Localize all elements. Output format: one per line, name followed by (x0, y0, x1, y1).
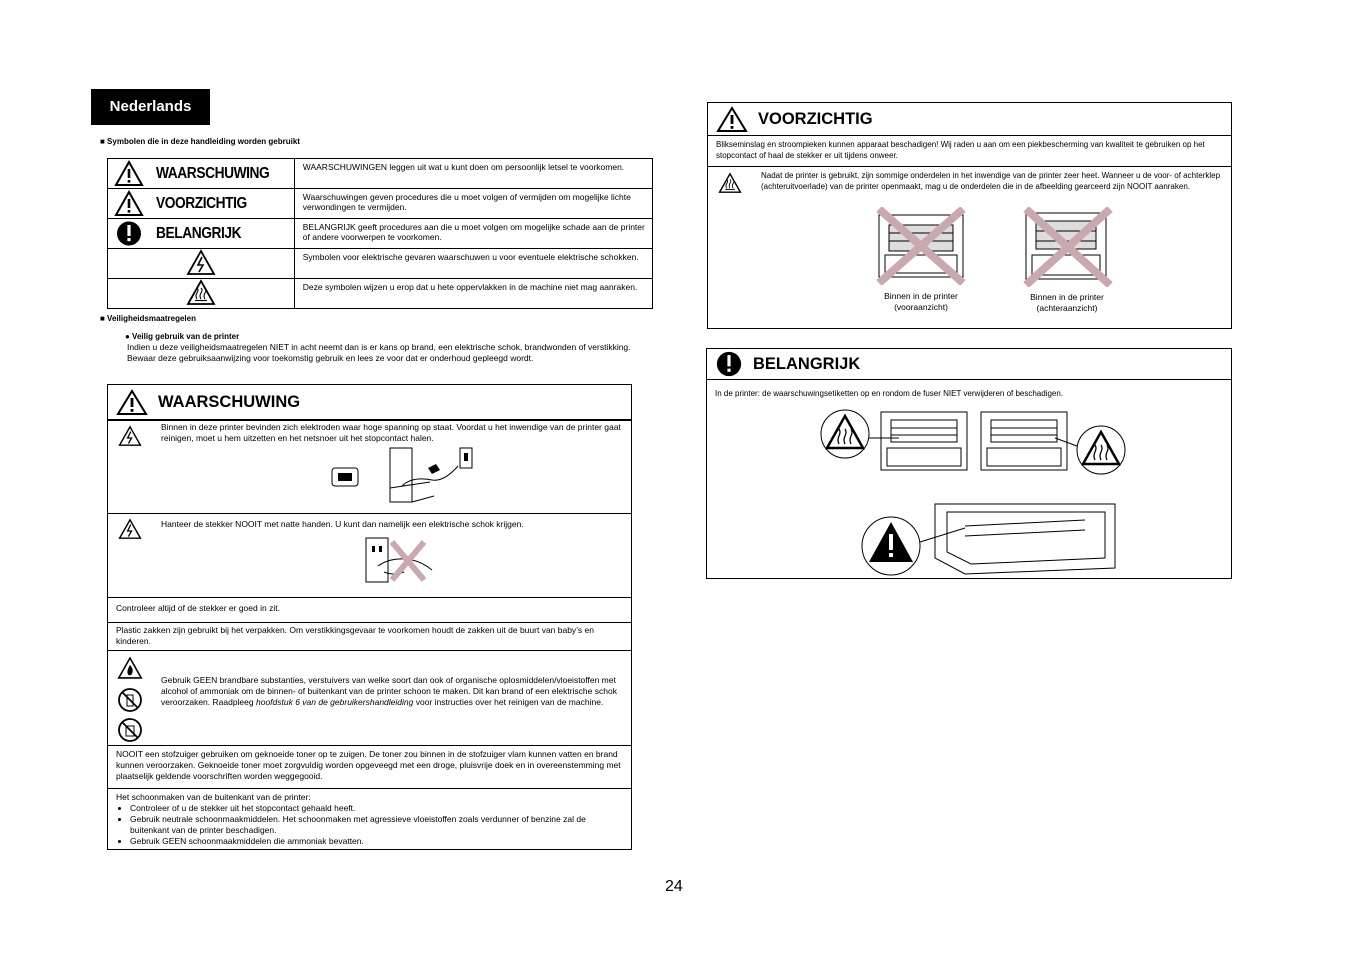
caution-box (707, 102, 1232, 329)
caption-back-line1: Binnen in de printer (1030, 292, 1104, 302)
important-box-title: BELANGRIJK (753, 354, 861, 373)
cleaning-item: • Gebruik neutrale schoonmaakmiddelen. Het schoonmaken met agressieve vloeistoffen zoals verdunner of benzine zal de buitenkant van de printer beschadigen. (130, 814, 621, 836)
language-tab: Nederlands (91, 89, 210, 125)
warning-box-title: WAARSCHUWING (158, 392, 301, 411)
important-row-fuser (707, 380, 1231, 576)
safe-use-text: Indien u deze veiligheidsmaatregelen NIET in acht neemt dan is er kans op brand, een elektrische schok, brandwonden of verstikking. Bewaar deze gebruiksaanwijzing voor toekomstig gebruik en lees ze voor dat er onderhoud gepleegd wordt. (127, 342, 631, 363)
cleaning-intro: Het schoonmaken van de buitenkant van de printer: (116, 792, 311, 802)
electric-hazard-icon (118, 518, 142, 540)
warning-row-wet-hands (108, 513, 631, 597)
symbol-cell-hot (108, 279, 295, 309)
no-solvent-icon (117, 717, 143, 743)
caution-row-hot-parts (708, 167, 1231, 327)
warning-triangle-icon (114, 160, 144, 187)
warning-row-plastic-bags-text: Plastic zakken zijn gebruikt bij het verpakken. Om verstikkingsgevaar te voorkomen houdt de zakken uit de buurt van baby’s en kinderen. (116, 625, 594, 646)
warning-row-plug-check (108, 597, 631, 622)
cleaning-item: • Controleer of u de stekker uit het stopcontact gehaald heeft. (130, 803, 621, 814)
important-row-fuser-text: In de printer: de waarschuwingsetiketten op en rondom de fuser NIET verwijderen of beschadigen. (715, 389, 1064, 398)
symbol-text-electric: Symbolen voor elektrische gevaren waarschuwen u voor eventuele elektrische schokken. (294, 249, 652, 279)
symbols-heading: ■ Symbolen die in deze handleiding worden gebruikt (100, 137, 300, 146)
symbol-text-caution: Waarschuwingen geven procedures die u moet volgen of vermijden om mogelijke lichte verwondingen te vermijden. (294, 189, 652, 219)
symbol-label-important: BELANGRIJK (156, 224, 242, 242)
warning-box-header (108, 385, 631, 420)
caution-box-header (708, 103, 1231, 136)
no-spray-icon (117, 687, 143, 713)
page-number: 24 (665, 878, 683, 895)
caution-box-title: VOORZICHTIG (758, 109, 873, 128)
important-box (706, 348, 1232, 579)
unplug-printer-illustration (330, 446, 476, 506)
safety-heading: ■ Veiligheidsmaatregelen (100, 314, 196, 323)
flammable-text-part1: Gebruik GEEN brandbare substanties, verstuivers van welke soort dan ook of organische oplosmiddelen/vloeistoffen met alcohol of ammoniak om de binnen- of buitenkant van de printer schoon te maken. Dit kan brand of een elektrische schok veroorzaken. Raadpleeg (161, 675, 617, 707)
warning-row-plug-check-text: Controleer altijd of de stekker er goed in zit. (116, 603, 280, 613)
fire-hazard-icon (117, 656, 143, 680)
safe-use-heading: ● Veilig gebruik van de printer (125, 332, 240, 341)
warning-row-wet-hands-text: Hanteer de stekker NOOIT met natte handen. U kunt dan namelijk een elektrische schok krijgen. (161, 519, 524, 529)
symbol-cell-important (108, 219, 295, 249)
symbol-text-hot: Deze symbolen wijzen u erop dat u hete oppervlakken in de machine niet mag aanraken. (294, 279, 652, 309)
fuser-labels-illustration (815, 408, 1135, 578)
caution-triangle-icon (716, 106, 748, 133)
caution-row-hot-parts-text: Nadat de printer is gebruikt, zijn sommige onderdelen in het inwendige van de printer zeer heet. Wanneer u de voor- of achterklep (achteruitvoerlade) van de printer openmaakt, mag u de onderdelen die in de afbeelding gearceerd zijn NOOIT aanraken. (761, 171, 1221, 191)
warning-row-flammable (108, 650, 631, 745)
warning-box (107, 384, 632, 850)
symbol-label-caution: VOORZICHTIG (156, 194, 247, 212)
wet-hands-plug-illustration (364, 536, 444, 588)
cleaning-item: • Gebruik GEEN schoonmaakmiddelen die ammoniak bevatten. (130, 836, 621, 847)
important-box-header (707, 349, 1231, 380)
caption-back (1004, 292, 1130, 313)
important-exclamation-icon (715, 350, 743, 378)
important-exclamation-icon (114, 220, 144, 247)
warning-row-vacuum-text: NOOIT een stofzuiger gebruiken om geknoeide toner op te zuigen. De toner zou binnen in de stofzuiger vlam kunnen vatten en brand kunnen veroorzaken. Geknoeide toner moet zorgvuldig worden opgeveegd met een droge, pluisvrije doek en in overeenstemming met plaatselijk geldende voorschriften worden weggegooid. (116, 749, 621, 781)
caption-front-line1: Binnen in de printer (884, 291, 958, 301)
caution-row-lightning (708, 136, 1231, 167)
caption-front (858, 291, 984, 312)
caption-back-line2: (achteraanzicht) (1036, 302, 1098, 313)
manual-chapter-reference: hoofdstuk 6 van de gebruikershandleiding (255, 697, 414, 707)
warning-row-flammable-text (161, 675, 621, 708)
printer-back-inside-illustration (1018, 207, 1114, 287)
symbol-cell-warning (108, 159, 295, 189)
warning-row-electrodes-text: Binnen in deze printer bevinden zich elektroden waar hoge spanning op staat. Voordat u het inwendige van de printer gaat reinigen, moet u hem uitzetten en het netsnoer uit het stopcontact halen. (161, 422, 621, 443)
symbol-cell-electric (108, 249, 295, 279)
flammable-text-part2: voor instructies over het reinigen van de machine. (413, 697, 604, 707)
symbol-cell-caution (108, 189, 295, 219)
hot-surface-icon (186, 279, 216, 306)
caution-row-lightning-text: Blikseminslag en stroompieken kunnen apparaat beschadigen! Wij raden u aan om een piekbescherming van kwaliteit te gebruiken op het stopcontact of haal de stekker er uit tijdens onweer. (716, 140, 1205, 160)
electric-hazard-icon (118, 425, 142, 447)
warning-row-electrodes (108, 420, 631, 513)
symbol-text-important: BELANGRIJK geeft procedures aan die u moet volgen om mogelijke schade aan de printer of andere voorwerpen te voorkomen. (294, 219, 652, 249)
warning-row-vacuum (108, 745, 631, 788)
warning-triangle-icon (116, 389, 148, 416)
warning-row-plastic-bags (108, 622, 631, 650)
symbols-table (107, 158, 653, 309)
hot-surface-icon (718, 172, 742, 194)
symbol-label-warning: WAARSCHUWING (156, 164, 270, 182)
caution-triangle-icon (114, 190, 144, 217)
electric-hazard-icon (186, 249, 216, 276)
printer-front-inside-illustration (873, 207, 969, 285)
cleaning-section (116, 792, 621, 847)
cleaning-list (116, 803, 621, 847)
symbol-text-warning: WAARSCHUWINGEN leggen uit wat u kunt doen om persoonlijk letsel te voorkomen. (294, 159, 652, 189)
warning-row-cleaning (108, 788, 631, 849)
caption-front-line2: (vooraanzicht) (894, 301, 948, 312)
